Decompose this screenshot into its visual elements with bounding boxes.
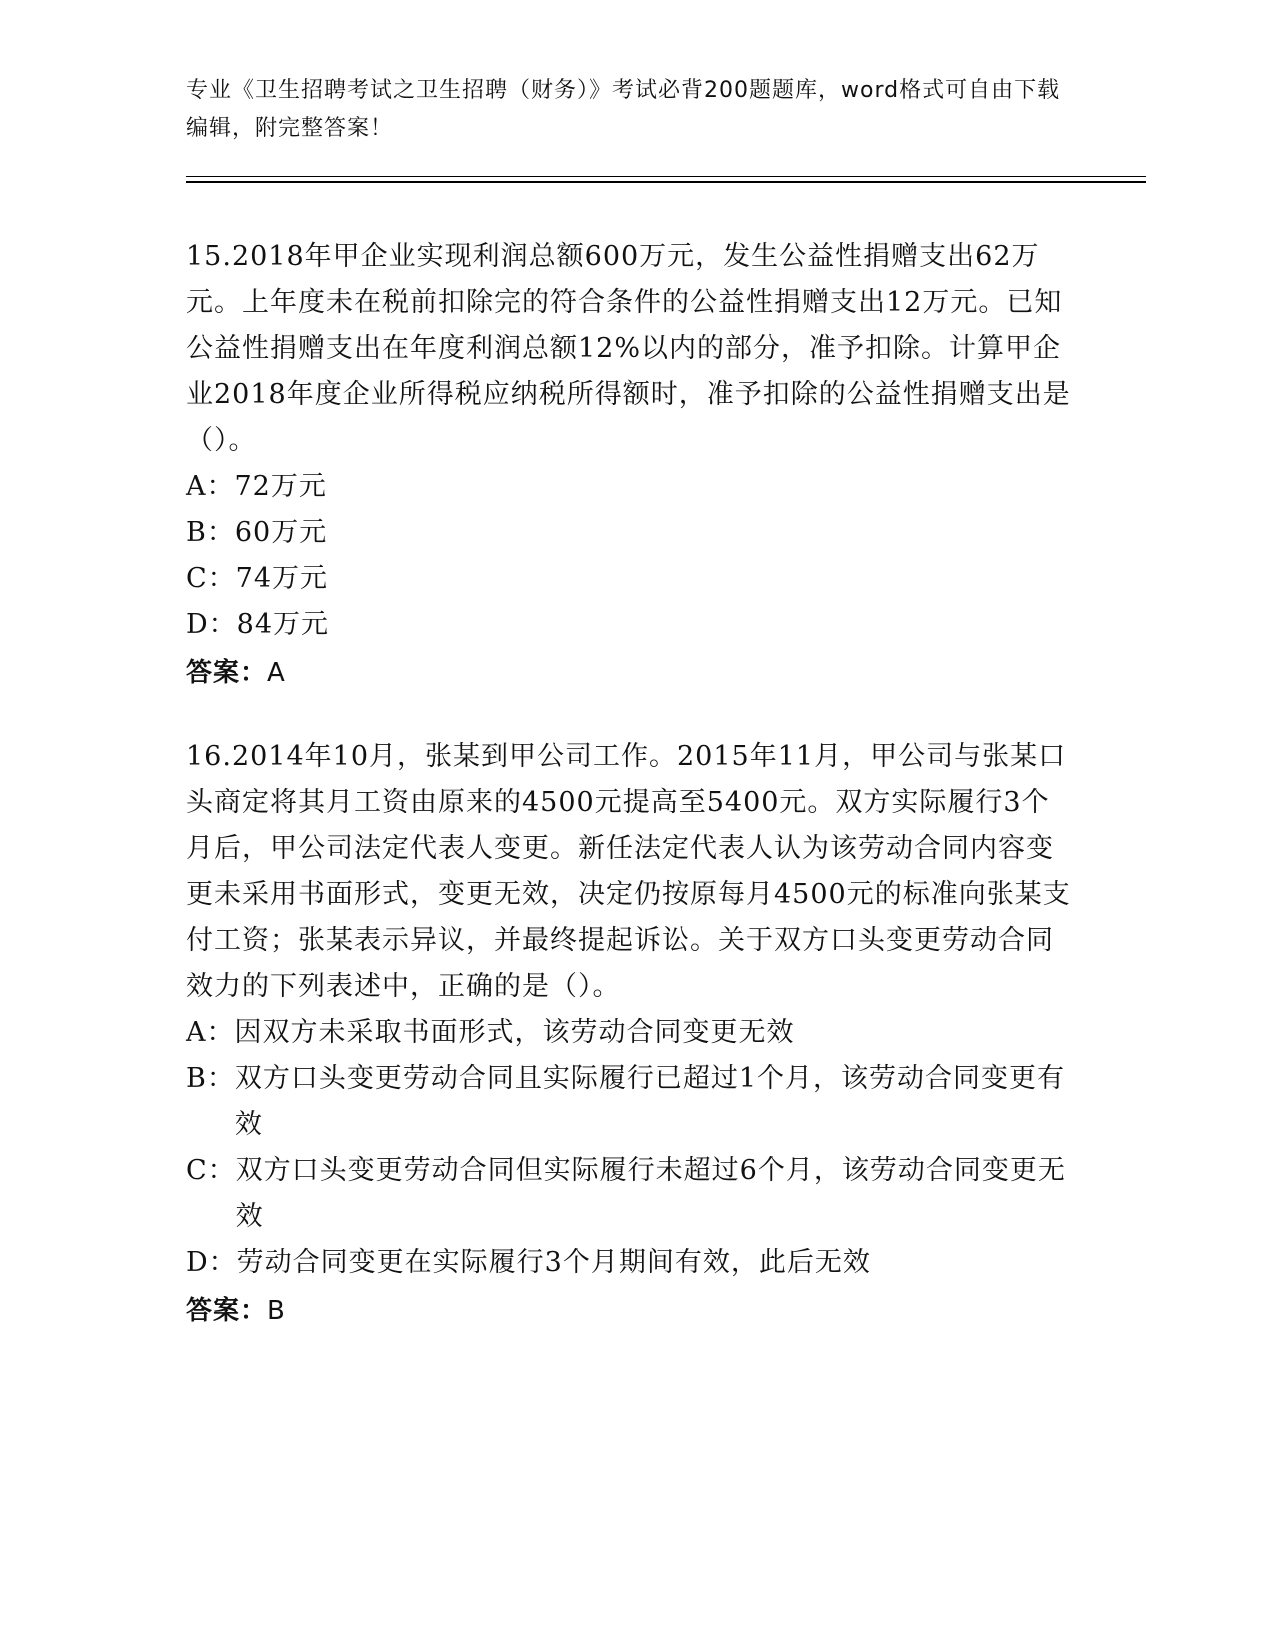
- option-key: B：: [186, 1063, 235, 1094]
- option-key: A：: [186, 1017, 235, 1048]
- answer: [186, 650, 1076, 696]
- question-stem: 16.2014年10月，张某到甲公司工作。2015年11月，甲公司与张某口头商定将其月工资由原来的4500元提高至5400元。双方实际履行3个月后，甲公司法定代表人变更。新任法定代表人认为该劳动合同内容变更未采用书面形式，变更无效，决定仍按原每月4500元的标准向张某支付工资；张某表示异议，并最终提起诉讼。关于双方口头变更劳动合同效力的下列表述中，正确的是（）。: [186, 741, 1071, 1002]
- option-key: A：: [186, 471, 235, 502]
- option-key: B：: [186, 517, 235, 548]
- question-stem: 15.2018年甲企业实现利润总额600万元，发生公益性捐赠支出62万元。上年度未在税前扣除完的符合条件的公益性捐赠支出12万元。已知公益性捐赠支出在年度利润总额12%以内的部分，准予扣除。计算甲企业2018年度企业所得税应纳税所得额时，准予扣除的公益性捐赠支出是（）。: [186, 241, 1071, 456]
- answer-value: B: [267, 1296, 286, 1326]
- option-text: 因双方未采取书面形式，该劳动合同变更无效: [234, 1017, 795, 1048]
- question-16: [186, 734, 1076, 1334]
- option-d: [186, 1240, 1076, 1286]
- option-b: [186, 510, 1076, 556]
- header-text: 专业《卫生招聘考试之卫生招聘（财务）》考试必背200题题库，word格式可自由下载编辑，附完整答案！: [186, 78, 1061, 141]
- option-key: D：: [186, 609, 237, 640]
- option-c: [186, 556, 1076, 602]
- option-text: 72万元: [234, 471, 327, 502]
- option-a: [186, 1010, 1076, 1056]
- option-b: [186, 1056, 1076, 1148]
- option-key: D：: [186, 1247, 237, 1278]
- option-c: [186, 1148, 1076, 1240]
- option-d: [186, 602, 1076, 648]
- header-divider-thin: [186, 176, 1146, 177]
- option-text: 74万元: [235, 563, 329, 594]
- option-key: C：: [186, 1155, 236, 1186]
- option-key: C：: [186, 563, 236, 594]
- option-text: 双方口头变更劳动合同且实际履行已超过1个月，该劳动合同变更有效: [234, 1063, 1066, 1140]
- option-text: 84万元: [236, 609, 330, 640]
- question-15: [186, 234, 1076, 696]
- option-text: 60万元: [234, 517, 328, 548]
- answer-label: 答案：: [186, 658, 268, 688]
- option-text: 双方口头变更劳动合同但实际履行未超过6个月，该劳动合同变更无效: [235, 1155, 1066, 1232]
- header-divider-thick: [186, 181, 1146, 183]
- document-header: [186, 72, 1066, 148]
- answer-value: A: [267, 658, 286, 688]
- answer: [186, 1288, 1076, 1334]
- option-a: [186, 464, 1076, 510]
- option-text: 劳动合同变更在实际履行3个月期间有效，此后无效: [236, 1247, 871, 1278]
- answer-label: 答案：: [186, 1296, 268, 1326]
